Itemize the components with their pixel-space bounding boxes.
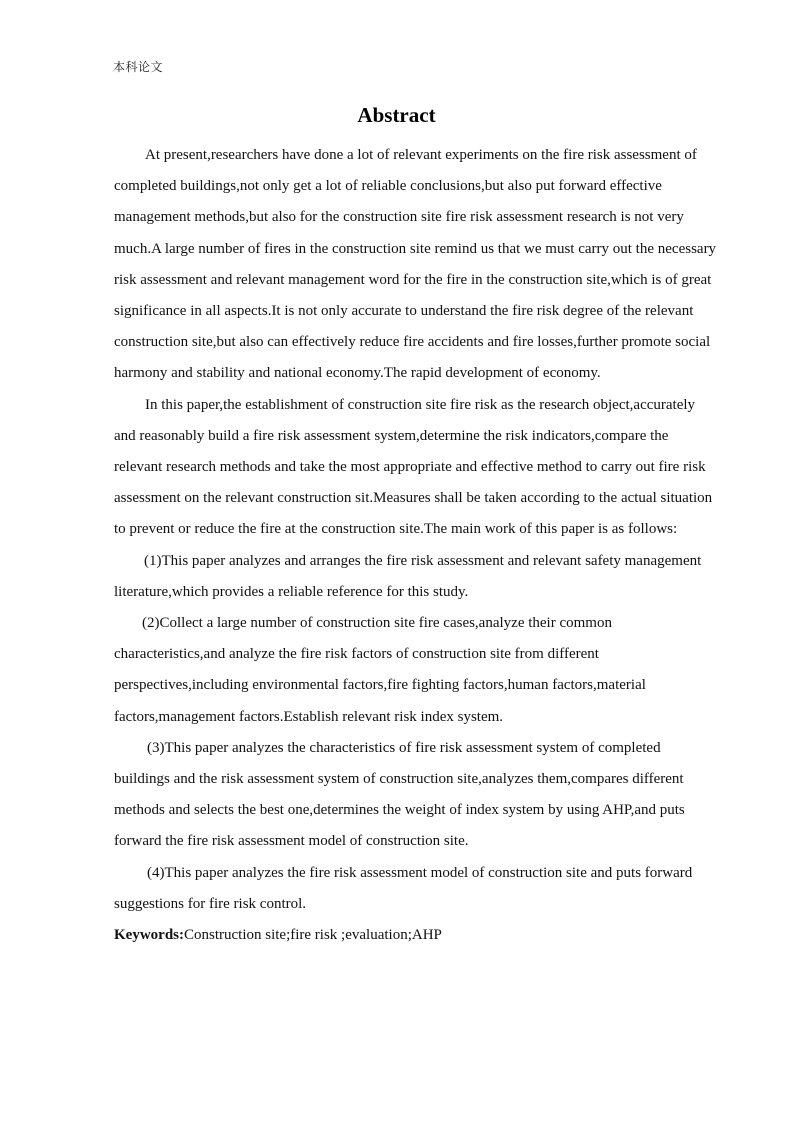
keywords-label: Keywords: <box>114 927 184 944</box>
keywords-value: Construction site;fire risk ;evaluation;AHP <box>184 927 442 944</box>
abstract-body <box>114 140 718 951</box>
abstract-item-1: (1)This paper analyzes and arranges the fire risk assessment and relevant safety management literature,which provides a reliable reference for this study. <box>114 552 702 600</box>
abstract-item-4: (4)This paper analyzes the fire risk assessment model of construction site and puts forward suggestions for fire risk control. <box>114 864 693 912</box>
running-header: 本科论文 <box>113 60 164 74</box>
keywords-line <box>114 920 718 951</box>
abstract-item-3: (3)This paper analyzes the characteristics of fire risk assessment system of completed buildings and the risk assessment system of construction site,analyzes them,compares different methods and selects the best one,determines the weight of index system by using AHP,and puts forward the fire risk assessment model of construction site. <box>114 739 685 850</box>
abstract-title: Abstract <box>357 103 436 127</box>
abstract-paragraph-2: In this paper,the establishment of construction site fire risk as the research object,accurately and reasonably build a fire risk assessment system,determine the risk indicators,compare the relevant research methods and take the most appropriate and effective method to carry out fire risk assessment on the relevant construction sit.Measures shall be taken according to the actual situation to prevent or reduce the fire at the construction site.The main work of this paper is as follows: <box>114 396 713 538</box>
abstract-paragraph-1: At present,researchers have done a lot of relevant experiments on the fire risk assessment of completed buildings,not only get a lot of reliable conclusions,but also put forward effective management methods,but also for the construction site fire risk assessment research is not very much.A large number of fires in the construction site remind us that we must carry out the necessary risk assessment and relevant management word for the fire in the construction site,which is of great significance in all aspects.It is not only accurate to understand the fire risk degree of the relevant construction site,but also can effectively reduce fire accidents and fire losses,further promote social harmony and stability and national economy.The rapid development of economy. <box>114 147 717 382</box>
abstract-item-2: (2)Collect a large number of construction site fire cases,analyze their common characteristics,and analyze the fire risk factors of construction site from different perspectives,including environmental factors,fire fighting factors,human factors,material factors,management factors.Establish relevant risk index system. <box>114 615 646 725</box>
